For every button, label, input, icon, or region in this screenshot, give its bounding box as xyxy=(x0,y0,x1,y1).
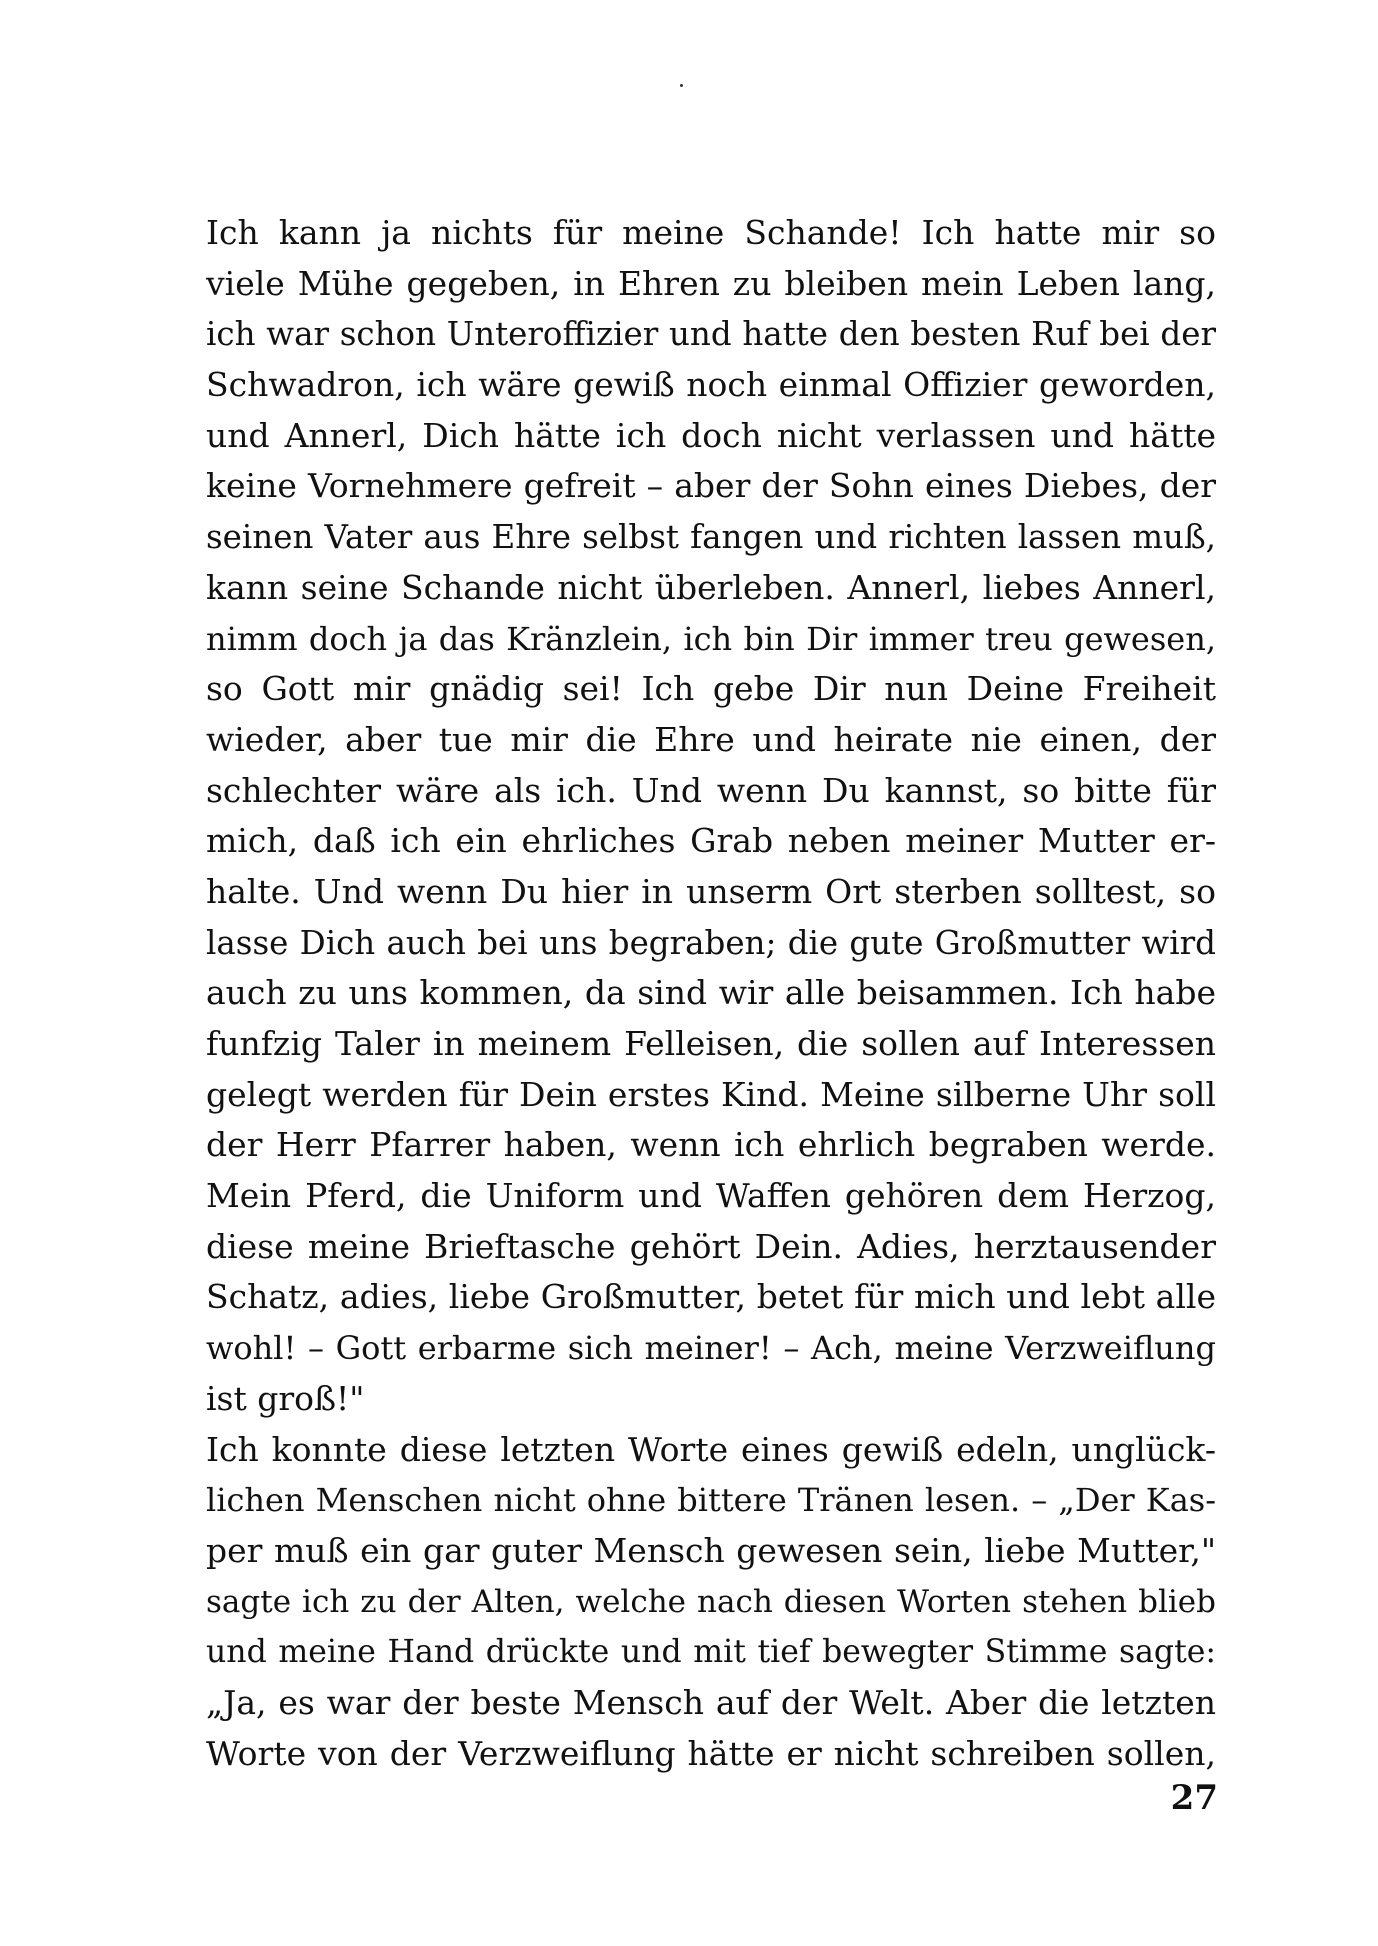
text-line: und Annerl, Dich hätte ich doch nicht verlassen und hätte xyxy=(206,415,1216,455)
text-line: diese meine Brieftasche gehört Dein. Adies, herztausender xyxy=(206,1226,1216,1266)
page-number: 27 xyxy=(1170,1778,1218,1818)
text-line: sagte ich zu der Alten, welche nach diesen Worten stehen blieb xyxy=(206,1583,1216,1620)
text-line: funfzig Taler in meinem Felleisen, die sollen auf Interessen xyxy=(206,1024,1216,1063)
text-line: lichen Menschen nicht ohne bittere Tränen lesen. – „Der Kas- xyxy=(206,1481,1216,1520)
text-line: Ich konnte diese letzten Worte eines gewiß edeln, unglück- xyxy=(206,1429,1216,1469)
text-line: auch zu uns kommen, da sind wir alle beisammen. Ich habe xyxy=(206,973,1216,1013)
text-line: und meine Hand drückte und mit tief bewegter Stimme sagte: xyxy=(206,1634,1216,1671)
text-line: Schatz, adies, liebe Großmutter, betet für mich und lebt alle xyxy=(206,1277,1216,1317)
body-text xyxy=(206,208,1216,1779)
text-line: Mein Pferd, die Uniform und Waffen gehören dem Herzog, xyxy=(206,1176,1216,1216)
text-line: „Ja, es war der beste Mensch auf der Welt. Aber die letzten xyxy=(206,1682,1216,1722)
text-line: mich, daß ich ein ehrliches Grab neben meiner Mutter er- xyxy=(206,821,1216,861)
text-line: schlechter wäre als ich. Und wenn Du kannst, so bitte für xyxy=(206,770,1216,810)
text-line: Worte von der Verzweiflung hätte er nicht schreiben sollen, xyxy=(206,1733,1216,1773)
text-line: keine Vornehmere gefreit – aber der Sohn eines Diebes, der xyxy=(206,466,1216,506)
text-line: viele Mühe gegeben, in Ehren zu bleiben mein Leben lang, xyxy=(206,263,1216,303)
text-line: wieder, aber tue mir die Ehre und heirate nie einen, der xyxy=(206,719,1216,759)
text-line: lasse Dich auch bei uns begraben; die gute Großmutter wird xyxy=(206,923,1216,962)
text-line: gelegt werden für Dein erstes Kind. Meine silberne Uhr soll xyxy=(206,1074,1216,1114)
text-line: wohl! – Gott erbarme sich meiner! – Ach, meine Verzweiflung xyxy=(206,1329,1216,1368)
text-line: ist groß!" xyxy=(206,1378,365,1418)
text-line: seinen Vater aus Ehre selbst fangen und richten lassen muß, xyxy=(206,518,1216,557)
text-line: kann seine Schande nicht überleben. Annerl, liebes Annerl, xyxy=(206,567,1216,607)
print-speck xyxy=(680,84,683,87)
text-line: so Gott mir gnädig sei! Ich gebe Dir nun Deine Freiheit xyxy=(206,669,1216,709)
text-line: nimm doch ja das Kränzlein, ich bin Dir immer treu gewesen, xyxy=(206,619,1216,658)
text-line: halte. Und wenn Du hier in unserm Ort sterben solltest, so xyxy=(206,871,1216,911)
text-line: Schwadron, ich wäre gewiß noch einmal Offizier geworden, xyxy=(206,365,1216,405)
text-line: ich war schon Unteroffizier und hatte den besten Ruf bei der xyxy=(206,315,1216,354)
text-line: Ich kann ja nichts für meine Schande! Ich hatte mir so xyxy=(206,213,1216,252)
text-line: der Herr Pfarrer haben, wenn ich ehrlich begraben werde. xyxy=(206,1125,1216,1165)
text-line: per muß ein gar guter Mensch gewesen sein, liebe Mutter," xyxy=(206,1530,1216,1570)
